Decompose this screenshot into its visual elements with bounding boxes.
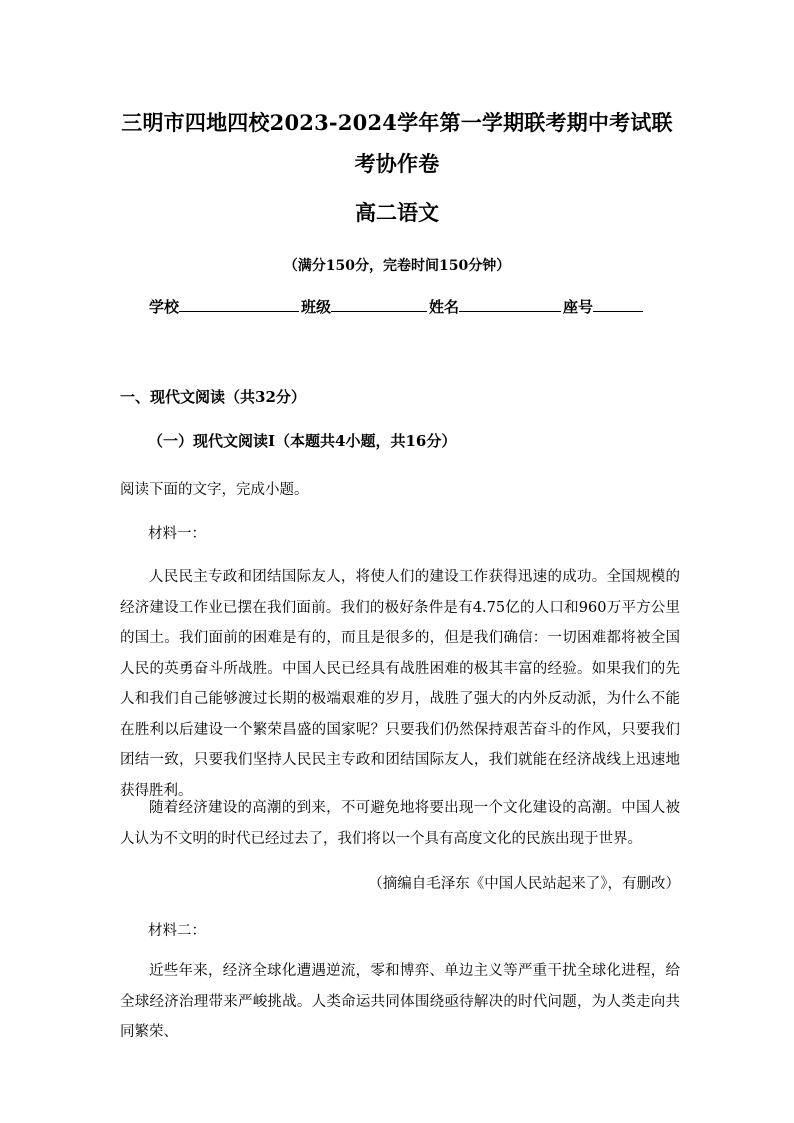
material2-label: 材料二： [148,923,206,939]
name-label: 姓名 [429,298,460,316]
section-heading: 一、现代文阅读（共32分） [120,388,306,406]
seat-label: 座号 [563,298,594,316]
reading-instruction: 阅读下面的文字，完成小题。 [120,482,309,498]
material1-paragraph-1: 人民民主专政和团结国际友人，将使人们的建设工作获得迅速的成功。全国规模的经济建设工作业已摆在我们面前。我们的极好条件是有4.75亿的人口和960万平方公里的国土。我们面前的困难是有的，而且是很多的，但是我们确信：一切困难都将被全国人民的英勇奋斗所战胜。中国人民已经具有战胜困难的极其丰富的经验。如果我们的先人和我们自己能够渡过长期的极端艰难的岁月，战胜了强大的内外反动派，为什么不能在胜利以后建设一个繁荣昌盛的国家呢？只要我们仍然保持艰苦奋斗的作风，只要我们团结一致，只要我们坚持人民民主专政和团结国际友人，我们就能在经济战线上迅速地获得胜利。 [120,569,680,799]
material2-paragraph-1: 近些年来，经济全球化遭遇逆流，零和博弈、单边主义等严重干扰全球化进程，给全球经济治理带来严峻挑战。人类命运共同体围绕亟待解决的时代问题，为人类走向共同繁荣、 [120,963,680,1040]
subsection-heading: （一）现代文阅读Ⅰ（本题共4小题，共16分） [148,432,457,450]
score-note: （满分150分，完卷时间150分钟） [283,258,511,274]
seat-blank [593,297,643,312]
class-blank [331,297,427,312]
material1-source: （摘编自毛泽东《中国人民站起来了》，有删改） [368,876,680,892]
subject-title: 高二语文 [355,200,439,225]
material1-label: 材料一： [148,526,206,542]
class-label: 班级 [301,298,332,316]
student-info-line [149,296,645,317]
name-blank [459,297,561,312]
material1-paragraph-2: 随着经济建设的高潮的到来，不可避免地将要出现一个文化建设的高潮。中国人被人认为不文明的时代已经过去了，我们将以一个具有高度文化的民族出现于世界。 [120,800,680,847]
exam-title: 三明市四地四校2023-2024学年第一学期联考期中考试联考协作卷 [121,110,673,176]
school-label: 学校 [149,298,180,316]
school-blank [179,297,299,312]
